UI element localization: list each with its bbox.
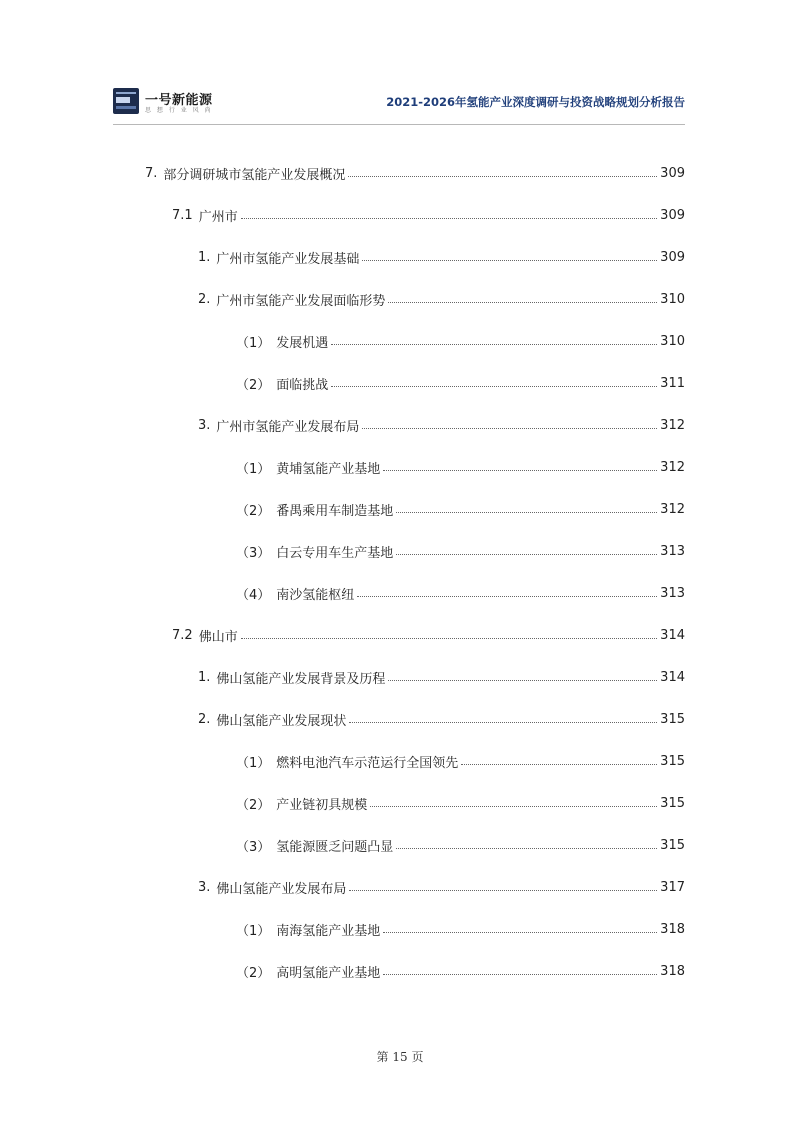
toc-entry-page: 312 [660, 459, 685, 475]
toc-entry[interactable] [236, 782, 685, 824]
toc-entry[interactable] [236, 488, 685, 530]
toc-entry[interactable] [198, 656, 685, 698]
toc-entry[interactable] [172, 194, 685, 236]
toc-entry-page: 315 [660, 753, 685, 769]
toc-entry-title: 南沙氢能枢纽 [276, 587, 355, 603]
toc-entry-title: 佛山氢能产业发展现状 [216, 713, 347, 729]
toc-entry-number: 3. [198, 417, 211, 433]
toc-dot-leader [383, 470, 657, 471]
toc-entry-number: 7.2 [172, 627, 193, 643]
toc-entry-page: 315 [660, 711, 685, 727]
toc-entry-page: 318 [660, 963, 685, 979]
logo-icon [113, 88, 139, 114]
toc-dot-leader [396, 512, 657, 513]
toc-entry-page: 314 [660, 669, 685, 685]
toc-entry[interactable] [198, 866, 685, 908]
logo-name: 一号新能源 [145, 93, 213, 108]
toc-entry-number: 7.1 [172, 207, 193, 223]
toc-entry[interactable] [236, 824, 685, 866]
toc-dot-leader [241, 218, 657, 219]
toc-entry-title: 番禺乘用车制造基地 [276, 503, 394, 519]
toc-entry[interactable] [172, 614, 685, 656]
toc-dot-leader [331, 344, 657, 345]
toc-entry[interactable] [198, 278, 685, 320]
toc-entry[interactable] [236, 530, 685, 572]
toc-entry[interactable] [236, 950, 685, 992]
toc-dot-leader [348, 176, 657, 177]
toc-entry[interactable] [198, 236, 685, 278]
toc-entry-number: （1） [236, 923, 271, 939]
toc-entry-number: （2） [236, 965, 271, 981]
toc-entry[interactable] [236, 908, 685, 950]
toc-dot-leader [370, 806, 657, 807]
toc-entry-page: 313 [660, 543, 685, 559]
toc-dot-leader [461, 764, 657, 765]
toc-entry-page: 314 [660, 627, 685, 643]
toc-entry-title: 佛山氢能产业发展背景及历程 [216, 671, 386, 687]
toc-entry-title: 面临挑战 [276, 377, 329, 393]
toc-entry-page: 309 [660, 207, 685, 223]
toc-dot-leader [383, 932, 657, 933]
toc-dot-leader [357, 596, 657, 597]
toc-entry-page: 318 [660, 921, 685, 937]
toc-entry-page: 310 [660, 291, 685, 307]
toc-entry-title: 白云专用车生产基地 [276, 545, 394, 561]
toc-entry-title: 燃料电池汽车示范运行全国领先 [276, 755, 459, 771]
toc-entry-page: 317 [660, 879, 685, 895]
toc-dot-leader [396, 848, 657, 849]
toc-entry-number: （1） [236, 755, 271, 771]
logo-slogan: 思 想 行 业 风 尚 [145, 107, 213, 114]
header-divider [113, 124, 685, 125]
toc-entry-page: 311 [660, 375, 685, 391]
toc-entry-page: 312 [660, 501, 685, 517]
toc-entry-number: 1. [198, 249, 211, 265]
toc-entry-number: （2） [236, 503, 271, 519]
toc-dot-leader [388, 302, 657, 303]
toc-entry-title: 广州市氢能产业发展面临形势 [216, 293, 386, 309]
toc-entry[interactable] [145, 152, 685, 194]
toc-dot-leader [362, 260, 657, 261]
toc-entry-title: 广州市氢能产业发展基础 [216, 251, 360, 267]
toc-dot-leader [362, 428, 657, 429]
toc-entry[interactable] [236, 740, 685, 782]
toc-entry-number: 2. [198, 711, 211, 727]
toc-entry-number: 3. [198, 879, 211, 895]
toc-dot-leader [388, 680, 657, 681]
toc-entry-number: （2） [236, 797, 271, 813]
toc-entry-title: 广州市 [198, 209, 238, 225]
toc-entry-page: 312 [660, 417, 685, 433]
toc-entry[interactable] [198, 698, 685, 740]
toc-entry-number: 7. [145, 165, 158, 181]
toc-entry-title: 部分调研城市氢能产业发展概况 [163, 167, 346, 183]
toc-entry-number: （1） [236, 335, 271, 351]
toc-entry[interactable] [236, 572, 685, 614]
toc-dot-leader [396, 554, 657, 555]
toc-entry[interactable] [236, 362, 685, 404]
toc-entry-number: （4） [236, 587, 271, 603]
toc-dot-leader [349, 722, 657, 723]
toc-entry-page: 309 [660, 165, 685, 181]
toc-entry-title: 黄埔氢能产业基地 [276, 461, 381, 477]
page-header [113, 86, 685, 124]
toc-entry[interactable] [198, 404, 685, 446]
toc-entry-number: （3） [236, 839, 271, 855]
toc-entry-number: （1） [236, 461, 271, 477]
toc-entry-number: （3） [236, 545, 271, 561]
toc-entry-number: 1. [198, 669, 211, 685]
toc-entry-title: 产业链初具规模 [276, 797, 368, 813]
toc-entry-number: （2） [236, 377, 271, 393]
toc-entry-title: 广州市氢能产业发展布局 [216, 419, 360, 435]
toc-entry-number: 2. [198, 291, 211, 307]
toc-entry-page: 313 [660, 585, 685, 601]
toc-dot-leader [383, 974, 657, 975]
toc-dot-leader [331, 386, 657, 387]
toc-entry-page: 315 [660, 837, 685, 853]
toc-entry-page: 309 [660, 249, 685, 265]
document-title: 2021-2026年氢能产业深度调研与投资战略规划分析报告 [386, 95, 685, 109]
toc-entry-title: 发展机遇 [276, 335, 329, 351]
page-number: 第 15 页 [376, 1050, 424, 1064]
toc-entry-title: 氢能源匮乏问题凸显 [276, 839, 394, 855]
toc-entry-page: 310 [660, 333, 685, 349]
toc-entry-title: 南海氢能产业基地 [276, 923, 381, 939]
toc-entry[interactable] [236, 320, 685, 362]
toc-entry-page: 315 [660, 795, 685, 811]
toc-entry-title: 佛山市 [198, 629, 238, 645]
toc-entry-title: 高明氢能产业基地 [276, 965, 381, 981]
toc-dot-leader [349, 890, 657, 891]
toc-entry[interactable] [236, 446, 685, 488]
toc-entry-title: 佛山氢能产业发展布局 [216, 881, 347, 897]
toc-dot-leader [241, 638, 657, 639]
